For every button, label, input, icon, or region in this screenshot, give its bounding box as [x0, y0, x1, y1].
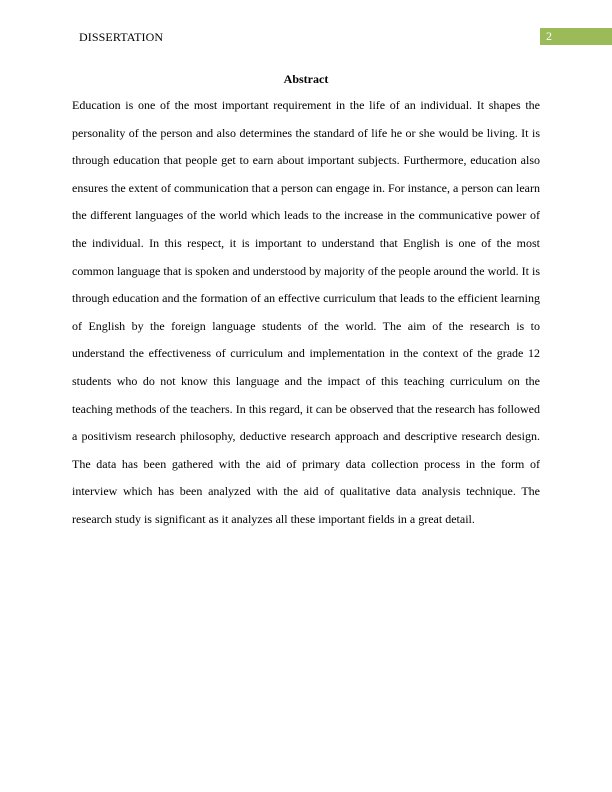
running-header-title: DISSERTATION [79, 30, 164, 44]
page-number: 2 [546, 29, 552, 43]
abstract-heading: Abstract [283, 72, 329, 86]
abstract-paragraph: Education is one of the most important requirement in the life of an individual. It shapes the personality of the person and also determines the standard of life he or she would be living. It is through education that people get to earn about important subjects. Furthermore, education also ensures the extent of communication that a person can engage in. For instance, a person can learn the different languages of the world which leads to the increase in the communicative power of the individual. In this respect, it is important to understand that English is one of the most common language that is spoken and understood by majority of the people around the world. It is through education and the formation of an effective curriculum that leads to the efficient learning of English by the foreign language students of the world. The aim of the research is to understand the effectiveness of curriculum and implementation in the context of the grade 12 students who do not know this language and the impact of this teaching curriculum on the teaching methods of the teachers. In this regard, it can be observed that the research has followed a positivism research philosophy, deductive research approach and descriptive research design. The data has been gathered with the aid of primary data collection process in the form of interview which has been analyzed with the aid of qualitative data analysis technique. The research study is significant as it analyzes all these important fields in a great detail. [72, 98, 540, 526]
page-number-badge [540, 28, 612, 45]
